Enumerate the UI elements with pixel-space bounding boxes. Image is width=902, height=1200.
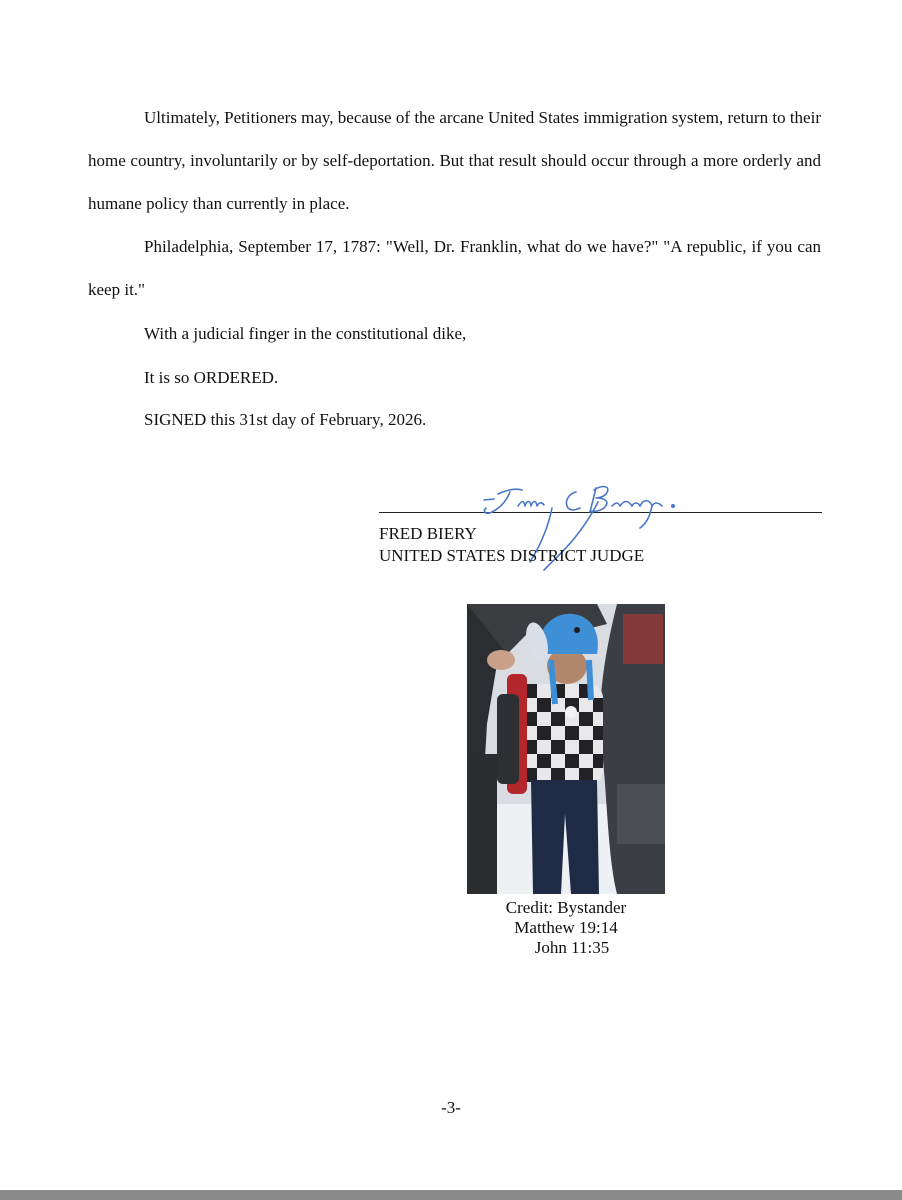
closing-line-ordered: It is so ORDERED. xyxy=(144,368,279,387)
paragraph-franklin-quote xyxy=(88,225,821,311)
viewer-bottom-bar xyxy=(0,1190,902,1200)
verse-john: John 11:35 xyxy=(534,938,610,957)
judge-title: UNITED STATES DISTRICT JUDGE xyxy=(379,546,645,565)
verse-matthew: Matthew 19:14 xyxy=(514,918,618,937)
page-number: -3- xyxy=(441,1098,461,1117)
paragraph-immigration xyxy=(88,96,821,225)
photo-credit: Credit: Bystander xyxy=(505,898,627,917)
child-photo xyxy=(467,604,665,894)
paragraph-immigration-text: Ultimately, Petitioners may, because of the arcane United States immigration system, return to their home country, involuntarily or by self-deportation. But that result should occur through a more orderly and humane policy than currently in place. xyxy=(88,108,821,213)
closing-line-signed: SIGNED this 31st day of February, 2026. xyxy=(144,410,427,429)
closing-line-finger: With a judicial finger in the constitutional dike, xyxy=(144,324,467,343)
paragraph-franklin-text: Philadelphia, September 17, 1787: "Well, Dr. Franklin, what do we have?" "A republic, if you can keep it." xyxy=(88,237,821,299)
handwritten-signature xyxy=(470,478,720,588)
judge-name: FRED BIERY xyxy=(379,524,477,543)
